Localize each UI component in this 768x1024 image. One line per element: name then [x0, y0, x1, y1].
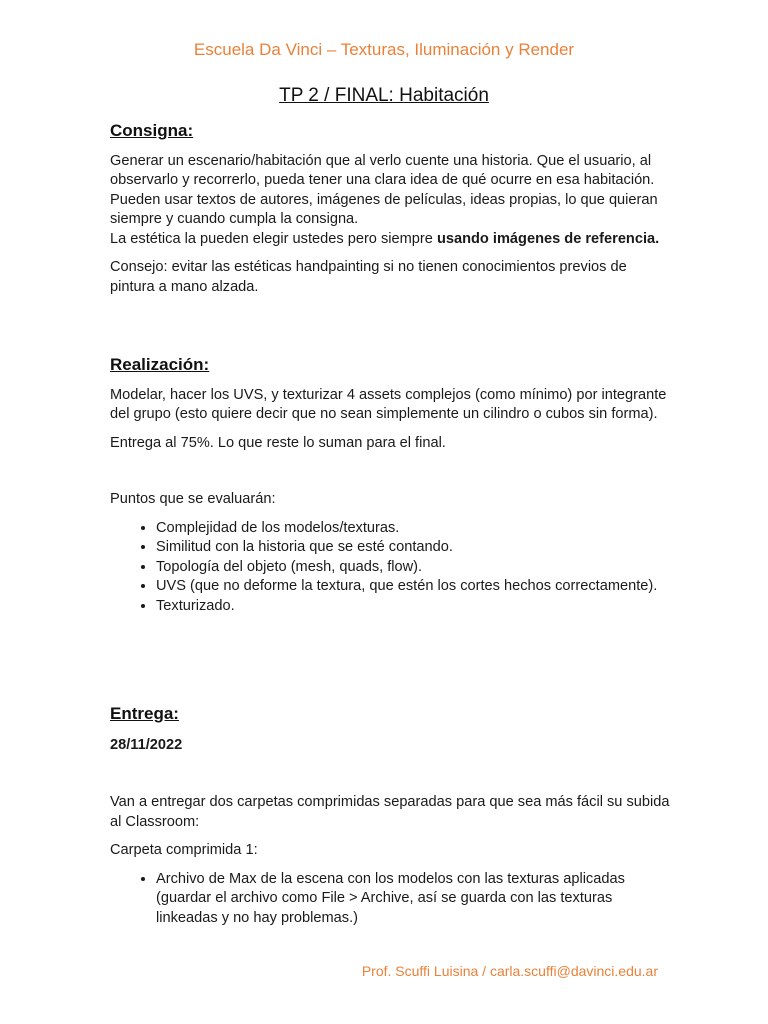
list-item: • UVS (que no deforme la textura, que estén los cortes hechos correctamente).: [156, 577, 670, 597]
consigna-paragraph-2: [110, 230, 670, 250]
page-header: Escuela Da Vinci – Texturas, Iluminación y Render: [193, 40, 575, 59]
list-item: • Similitud con la historia que se esté contando.: [156, 538, 670, 558]
realizacion-paragraph-1: Modelar, hacer los UVS, y texturizar 4 assets complejos (como mínimo) por integrante del grupo (esto quiere decir que no sean simplemente un cilindro o cubos sin forma).: [110, 386, 667, 422]
consigna-section: [110, 121, 670, 297]
carpeta-1-list: [110, 870, 670, 929]
consigna-paragraph-2-bold: usando imágenes de referencia.: [436, 230, 660, 247]
entrega-paragraph-1: Van a entregar dos carpetas comprimidas separadas para que sea más fácil su subida al Classroom:: [110, 794, 670, 830]
consigna-paragraph-3: Consejo: evitar las estéticas handpainting si no tienen conocimientos previos de pintura a mano alzada.: [110, 259, 627, 295]
entrega-section: [110, 704, 670, 928]
realizacion-paragraph-2: Entrega al 75%. Lo que reste lo suman para el final.: [110, 434, 446, 451]
entrega-date: 28/11/2022: [110, 736, 183, 753]
entrega-heading: Entrega:: [110, 704, 179, 723]
realizacion-section: [110, 355, 670, 616]
list-item: • Topología del objeto (mesh, quads, flow).: [156, 558, 670, 578]
list-item: • Archivo de Max de la escena con los modelos con las texturas aplicadas (guardar el archivo como File > Archive, así se guarda con las texturas linkeadas y no hay problemas.): [156, 870, 670, 929]
consigna-heading: Consigna:: [110, 121, 194, 140]
consigna-paragraph-2-text: La estética la pueden elegir ustedes pero siempre: [110, 230, 437, 247]
consigna-paragraph-1: Generar un escenario/habitación que al verlo cuente una historia. Que el usuario, al observarlo y recorrerlo, pueda tener una clara idea de qué ocurre en esa habitación. Pueden usar textos de autores, imágenes de películas, ideas propias, lo que quieran siempre y cuando cumpla la consigna.: [110, 152, 658, 227]
puntos-label: Puntos que se evaluarán:: [110, 491, 276, 507]
page-title: TP 2 / FINAL: Habitación: [279, 85, 489, 106]
list-item: • Texturizado.: [156, 597, 670, 617]
list-item: • Complejidad de los modelos/texturas.: [156, 519, 670, 539]
realizacion-heading: Realización:: [110, 355, 210, 374]
page-footer: Prof. Scuffi Luisina / carla.scuffi@davinci.edu.ar: [361, 963, 658, 979]
carpeta-1-label: Carpeta comprimida 1:: [110, 842, 258, 858]
puntos-list: [110, 519, 670, 617]
